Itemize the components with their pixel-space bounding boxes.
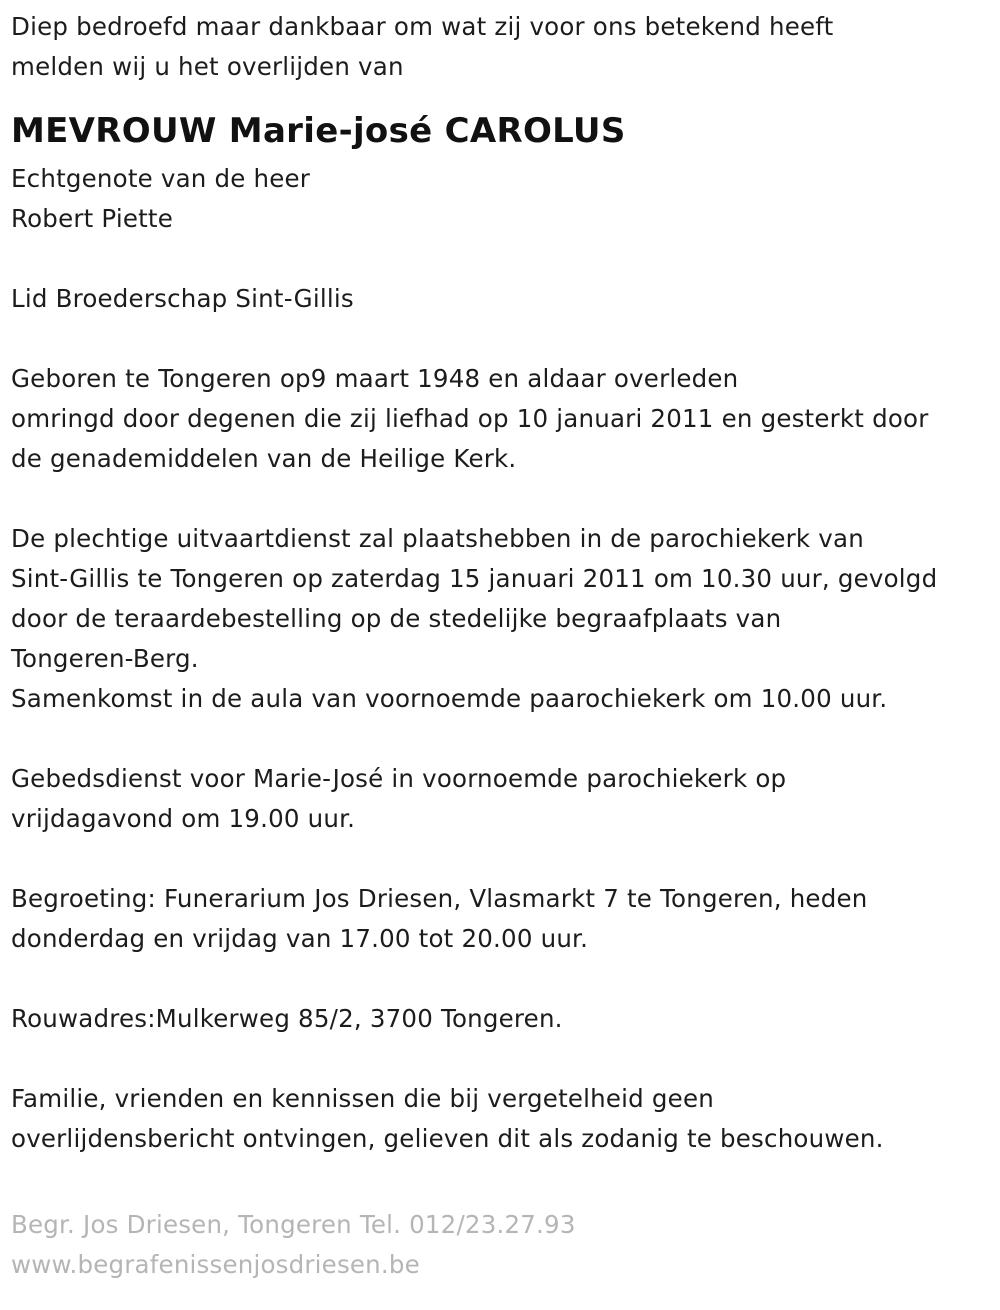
visitation-line: donderdag en vrijdag van 17.00 tot 20.00 uur. [11,924,589,953]
membership-line: Lid Broederschap Sint-Gillis [11,284,354,313]
intro-paragraph [11,7,1000,87]
funeral-line: Tongeren-Berg. [11,644,199,673]
funeral-paragraph [11,519,1000,719]
spouse-name: Robert Piette [11,204,174,233]
intro-line: melden wij u het overlijden van [11,52,404,81]
birth-death-line: omringd door degenen die zij liefhad op 10 januari 2011 en gesterkt door [11,404,929,433]
closing-line: Familie, vrienden en kennissen die bij vergetelheid geen [11,1084,714,1113]
funeral-line: De plechtige uitvaartdienst zal plaatshebben in de parochiekerk van [11,524,864,553]
funeral-line: Sint-Gillis te Tongeren op zaterdag 15 januari 2011 om 10.30 uur, gevolgd [11,564,938,593]
gathering-line: Samenkomst in de aula van voornoemde paarochiekerk om 10.00 uur. [11,684,888,713]
visitation-line: Begroeting: Funerarium Jos Driesen, Vlasmarkt 7 te Tongeren, heden [11,884,868,913]
prayer-service-line: Gebedsdienst voor Marie-José in voornoemde parochiekerk op [11,764,787,793]
intro-line: Diep bedroefd maar dankbaar om wat zij voor ons betekend heeft [11,12,834,41]
footer [11,1205,1000,1285]
undertaker-info: Begr. Jos Driesen, Tongeren Tel. 012/23.27.93 [11,1210,576,1239]
funeral-line: door de teraardebestelling op de stedelijke begraafplaats van [11,604,782,633]
deceased-name: MEVROUW Marie-josé CAROLUS [11,111,626,151]
spouse-paragraph [11,159,1000,239]
prayer-service-line: vrijdagavond om 19.00 uur. [11,804,356,833]
website-link[interactable]: www.begrafenissenjosdriesen.be [11,1250,420,1279]
mourning-address: Rouwadres:Mulkerweg 85/2, 3700 Tongeren. [11,1004,563,1033]
spouse-line: Echtgenote van de heer [11,164,311,193]
birth-death-line: de genademiddelen van de Heilige Kerk. [11,444,517,473]
birth-death-line: Geboren te Tongeren op9 maart 1948 en aldaar overleden [11,364,739,393]
closing-line: overlijdensbericht ontvingen, gelieven dit als zodanig te beschouwen. [11,1124,884,1153]
birth-death-paragraph [11,359,1000,479]
prayer-service-paragraph [11,759,1000,839]
visitation-paragraph [11,879,1000,959]
closing-paragraph [11,1079,1000,1159]
